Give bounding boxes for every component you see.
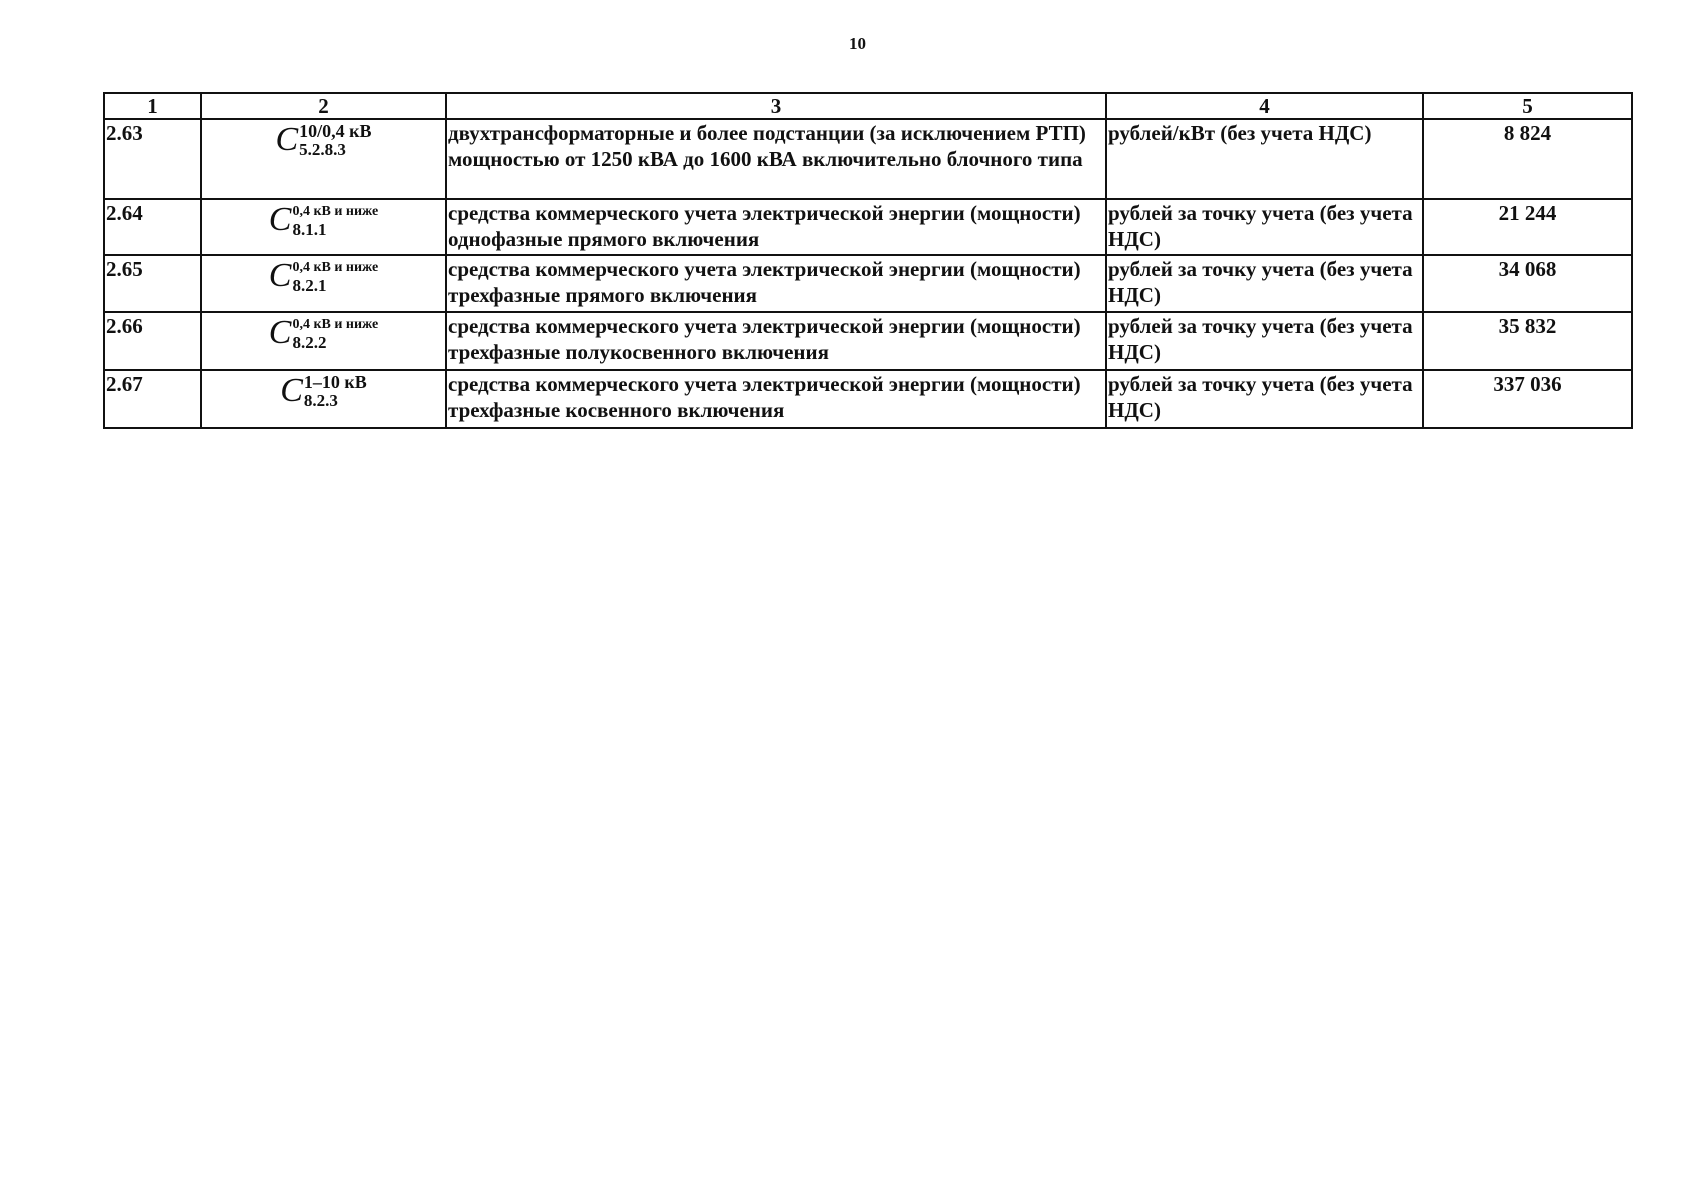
row-unit: рублей за точку учета (без учета НДС) [1106,312,1423,370]
page-number: 10 [849,34,866,53]
symbol-base: C [280,372,303,409]
table-row [104,119,1632,199]
table-row [104,370,1632,428]
symbol-subscript: 8.2.1 [292,276,327,295]
row-description: средства коммерческого учета электрической энергии (мощности) трехфазные прямого включения [446,255,1106,312]
row-value: 34 068 [1423,255,1632,312]
header-col-2: 2 [201,93,446,119]
table-row [104,312,1632,370]
row-value: 21 244 [1423,199,1632,255]
tariff-symbol [201,199,446,255]
row-unit: рублей за точку учета (без учета НДС) [1106,199,1423,255]
symbol-subscript: 8.2.2 [292,333,327,352]
header-col-5: 5 [1423,93,1632,119]
symbol-subscript: 8.2.3 [303,391,338,410]
symbol-base: C [268,314,292,351]
row-description: средства коммерческого учета электрической энергии (мощности) трехфазные полукосвенного включения [446,312,1106,370]
symbol-subscript: 5.2.8.3 [299,140,346,159]
symbol-subscript: 8.1.1 [292,220,327,239]
row-value: 337 036 [1423,370,1632,428]
row-number: 2.63 [104,119,201,199]
row-description: средства коммерческого учета электрической энергии (мощности) трехфазные косвенного включения [446,370,1106,428]
header-col-4: 4 [1106,93,1423,119]
row-description: двухтрансформаторные и более подстанции (за исключением РТП) мощностью от 1250 кВА до 1600 кВА включительно блочного типа [446,119,1106,199]
table-header-row [104,93,1632,119]
symbol-superscript: 0,4 кВ и ниже [292,204,379,219]
tariff-symbol [201,370,446,428]
symbol-superscript: 0,4 кВ и ниже [292,260,379,275]
row-description: средства коммерческого учета электрической энергии (мощности) однофазные прямого включения [446,199,1106,255]
row-value: 35 832 [1423,312,1632,370]
symbol-superscript: 10/0,4 кВ [299,121,372,141]
header-col-3: 3 [446,93,1106,119]
symbol-superscript: 0,4 кВ и ниже [292,317,379,332]
header-col-1: 1 [104,93,201,119]
row-value: 8 824 [1423,119,1632,199]
symbol-base: C [275,121,299,158]
row-unit: рублей за точку учета (без учета НДС) [1106,255,1423,312]
row-number: 2.65 [104,255,201,312]
row-number: 2.67 [104,370,201,428]
row-unit: рублей/кВт (без учета НДС) [1106,119,1423,199]
row-unit: рублей за точку учета (без учета НДС) [1106,370,1423,428]
symbol-base: C [268,201,292,238]
tariff-symbol [201,255,446,312]
symbol-base: C [268,257,292,294]
tariff-symbol [201,119,446,199]
tariff-table [103,92,1633,429]
tariff-symbol [201,312,446,370]
symbol-superscript: 1–10 кВ [303,372,367,392]
row-number: 2.66 [104,312,201,370]
row-number: 2.64 [104,199,201,255]
table-row [104,255,1632,312]
table-row [104,199,1632,255]
